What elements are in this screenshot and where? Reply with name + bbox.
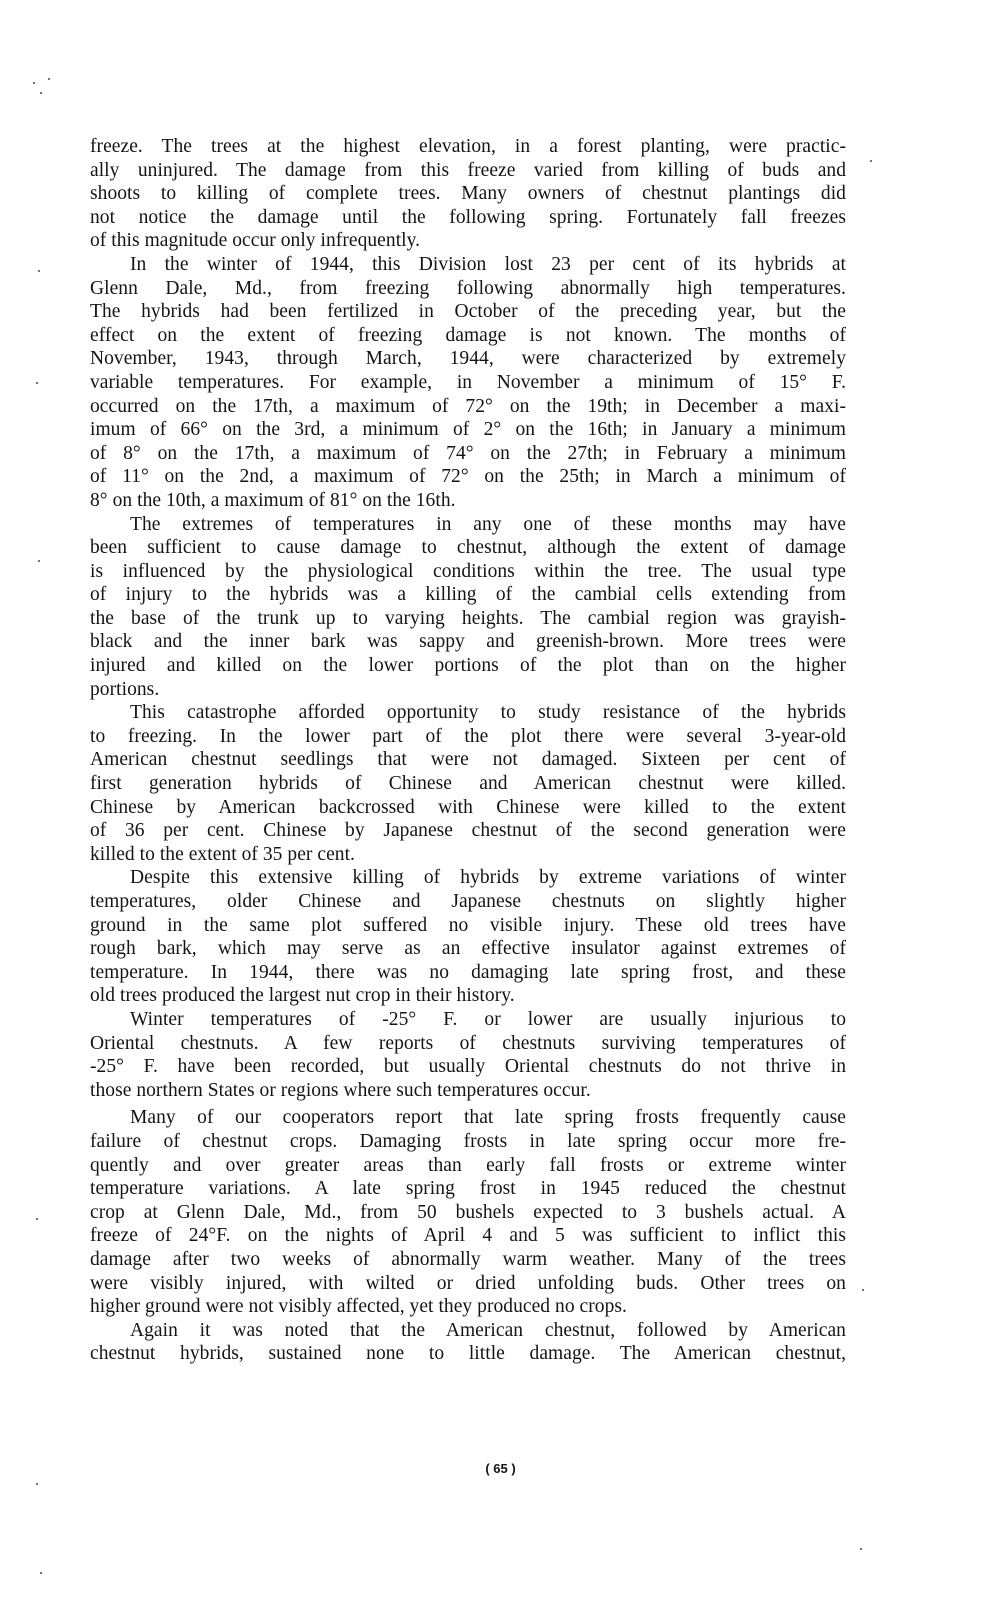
scan-speck bbox=[40, 1572, 42, 1574]
scan-speck bbox=[33, 82, 35, 84]
text-line: of 8° on the 17th, a maximum of 74° on the 27th; in February a minimum bbox=[90, 442, 846, 464]
paragraph bbox=[90, 701, 846, 866]
text-line: occurred on the 17th, a maximum of 72° on the 19th; in December a maxi- bbox=[90, 395, 846, 417]
scan-speck bbox=[860, 1548, 862, 1550]
text-line: not notice the damage until the following spring. Fortunately fall freezes bbox=[90, 206, 846, 228]
text-line: were visibly injured, with wilted or dried unfolding buds. Other trees on bbox=[90, 1272, 846, 1294]
scan-speck bbox=[38, 270, 40, 272]
text-line: to freezing. In the lower part of the plot there were several 3-year-old bbox=[90, 725, 846, 747]
text-line: of 36 per cent. Chinese by Japanese chestnut of the second generation were bbox=[90, 820, 846, 842]
text-line: Winter temperatures of -25° F. or lower are usually injurious to bbox=[130, 1008, 846, 1030]
text-line: the base of the trunk up to varying heights. The cambial region was grayish- bbox=[90, 607, 846, 629]
scan-speck bbox=[36, 382, 38, 384]
body-text bbox=[90, 135, 846, 1366]
text-line: 8° on the 10th, a maximum of 81° on the 16th. bbox=[90, 489, 456, 511]
text-line: rough bark, which may serve as an effective insulator against extremes of bbox=[90, 938, 846, 960]
text-line: imum of 66° on the 3rd, a minimum of 2° on the 16th; in January a minimum bbox=[90, 419, 846, 441]
text-line: freeze. The trees at the highest elevation, in a forest planting, were practic- bbox=[90, 136, 846, 157]
scan-speck bbox=[36, 1483, 38, 1485]
text-line: Despite this extensive killing of hybrids by extreme variations of winter bbox=[130, 867, 846, 889]
text-line: temperatures, older Chinese and Japanese chestnuts on slightly higher bbox=[90, 891, 846, 912]
text-line: quently and over greater areas than early fall frosts or extreme winter bbox=[90, 1154, 846, 1176]
text-line: The extremes of temperatures in any one of these months may have bbox=[130, 513, 846, 535]
text-line: crop at Glenn Dale, Md., from 50 bushels expected to 3 bushels actual. A bbox=[90, 1201, 846, 1223]
paragraph bbox=[90, 1319, 846, 1366]
paragraph bbox=[90, 513, 846, 702]
text-line: of this magnitude occur only infrequently. bbox=[90, 230, 421, 252]
text-line: temperature variations. A late spring frost in 1945 reduced the chestnut bbox=[90, 1178, 846, 1200]
text-line: damage after two weeks of abnormally warm weather. Many of the trees bbox=[90, 1248, 846, 1270]
paragraph bbox=[90, 1106, 846, 1318]
text-line: effect on the extent of freezing damage is not known. The months of bbox=[90, 324, 846, 346]
text-line: black and the inner bark was sappy and greenish-brown. More trees were bbox=[90, 631, 846, 653]
text-line: been sufficient to cause damage to chestnut, although the extent of damage bbox=[90, 537, 846, 559]
text-line: ally uninjured. The damage from this freeze varied from killing of buds and bbox=[90, 159, 846, 181]
scan-speck bbox=[38, 560, 40, 562]
text-line: ground in the same plot suffered no visible injury. These old trees have bbox=[90, 914, 846, 936]
text-line: portions. bbox=[90, 678, 160, 700]
paragraph bbox=[90, 135, 846, 253]
text-line: is influenced by the physiological conditions within the tree. The usual type bbox=[90, 560, 846, 582]
text-line: chestnut hybrids, sustained none to little damage. The American chestnut, bbox=[90, 1343, 846, 1365]
text-line: Many of our cooperators report that late spring frosts frequently cause bbox=[130, 1107, 846, 1129]
text-line: temperature. In 1944, there was no damaging late spring frost, and these bbox=[90, 961, 846, 983]
scan-speck bbox=[870, 160, 872, 162]
scan-speck bbox=[36, 1218, 38, 1220]
text-line: The hybrids had been fertilized in October of the preceding year, but the bbox=[90, 301, 846, 323]
text-line: Again it was noted that the American chestnut, followed by American bbox=[130, 1319, 846, 1341]
text-line: Oriental chestnuts. A few reports of chestnuts surviving temperatures of bbox=[90, 1032, 846, 1054]
text-line: This catastrophe afforded opportunity to study resistance of the hybrids bbox=[130, 702, 846, 724]
paragraph bbox=[90, 1008, 846, 1102]
text-line: of 11° on the 2nd, a maximum of 72° on the 25th; in March a minimum of bbox=[90, 466, 846, 488]
text-line: variable temperatures. For example, in November a minimum of 15° F. bbox=[90, 371, 846, 393]
text-line: old trees produced the largest nut crop in their history. bbox=[90, 985, 515, 1007]
text-line: first generation hybrids of Chinese and American chestnut were killed. bbox=[90, 773, 846, 795]
text-line: higher ground were not visibly affected, yet they produced no crops. bbox=[90, 1296, 627, 1318]
scan-speck bbox=[48, 78, 50, 80]
paragraph bbox=[90, 253, 846, 513]
text-line: freeze of 24°F. on the nights of April 4 and 5 was sufficient to inflict this bbox=[90, 1225, 846, 1247]
scan-speck bbox=[40, 92, 42, 94]
paragraph bbox=[90, 866, 846, 1008]
text-line: those northern States or regions where such temperatures occur. bbox=[90, 1079, 591, 1101]
text-line: In the winter of 1944, this Division lost 23 per cent of its hybrids at bbox=[130, 253, 846, 275]
text-line: -25° F. have been recorded, but usually Oriental chestnuts do not thrive in bbox=[90, 1056, 846, 1078]
text-line: failure of chestnut crops. Damaging frosts in late spring occur more fre- bbox=[90, 1130, 846, 1152]
text-line: November, 1943, through March, 1944, were characterized by extremely bbox=[90, 348, 846, 370]
text-line: Chinese by American backcrossed with Chinese were killed to the extent bbox=[90, 796, 846, 818]
text-line: shoots to killing of complete trees. Many owners of chestnut plantings did bbox=[90, 183, 846, 205]
text-line: American chestnut seedlings that were not damaged. Sixteen per cent of bbox=[90, 749, 846, 771]
page-number: ( 65 ) bbox=[485, 1461, 516, 1476]
text-line: injured and killed on the lower portions of the plot than on the higher bbox=[90, 655, 846, 677]
text-line: Glenn Dale, Md., from freezing following abnormally high temperatures. bbox=[90, 277, 846, 299]
text-line: of injury to the hybrids was a killing of the cambial cells extending from bbox=[90, 584, 846, 606]
scan-speck bbox=[862, 1289, 864, 1291]
text-line: killed to the extent of 35 per cent. bbox=[90, 843, 355, 865]
